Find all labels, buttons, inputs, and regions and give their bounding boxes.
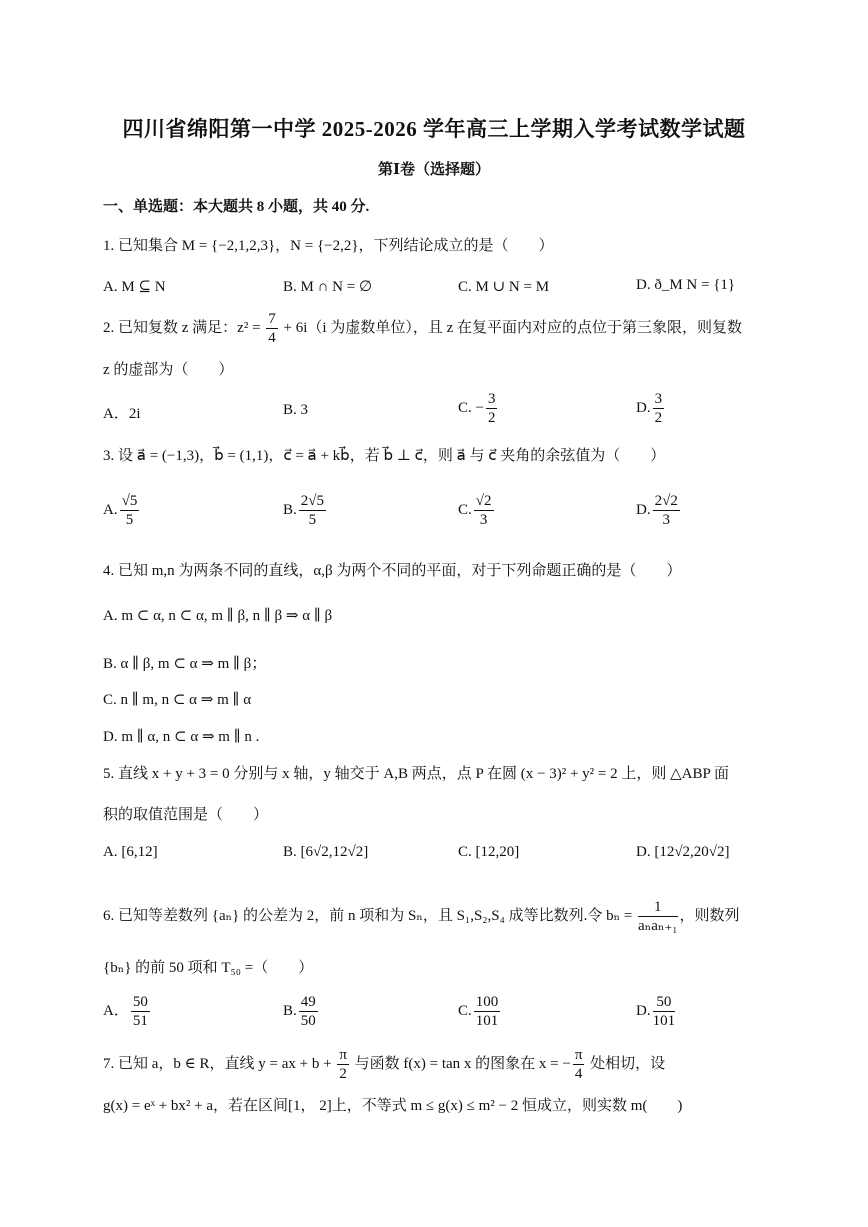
q6-c-numerator: 100 (475, 994, 499, 1010)
q3-d-numerator: 2√2 (654, 493, 678, 509)
q6-option-b-prefix: B. (283, 1002, 297, 1019)
q3-d-denominator: 3 (662, 512, 670, 528)
q2-c-numerator: 3 (487, 391, 496, 407)
q5-option-a: A. [6,12] (103, 844, 158, 860)
q6-option-b-fraction (299, 993, 318, 1030)
q2-option-d-fraction (653, 390, 665, 427)
q2-frac-numerator: 7 (268, 311, 276, 327)
q2-option-d-prefix: D. (636, 399, 651, 416)
question-3-stem: 3. 设 a⃗ = (−1,3)，b⃗ = (1,1)，c⃗ = a⃗ + kb⃗，若 b⃗ ⊥ c⃗，则 a⃗ 与 c⃗ 夹角的余弦值为（ ） (103, 448, 666, 464)
q6-b-numerator: 49 (300, 994, 316, 1010)
q5-option-c: C. [12,20] (458, 844, 520, 860)
q7-frac1-numerator: π (339, 1047, 347, 1063)
q3-option-a (103, 492, 141, 529)
q3-a-numerator: √5 (121, 493, 138, 509)
q3-option-b-prefix: B. (283, 501, 297, 518)
q4-option-d: D. m ∥ α, n ⊂ α ⇒ m ∥ n . (103, 729, 260, 745)
q2-d-numerator: 3 (654, 391, 663, 407)
q2-fraction (266, 310, 278, 347)
q7-frac1-denominator: 2 (339, 1066, 347, 1082)
q2-option-c (458, 390, 499, 427)
q6-d-denominator: 101 (652, 1013, 676, 1029)
q2-option-c-fraction (486, 390, 498, 427)
exam-title: 四川省绵阳第一中学 2025-2026 学年高三上学期入学考试数学试题 (122, 117, 746, 141)
question-7-stem (103, 1046, 665, 1083)
q3-option-c-fraction (474, 492, 494, 529)
q3-a-denominator: 5 (125, 512, 134, 528)
q4-option-b: B. α ∥ β, m ⊂ α ⇒ m ∥ β； (103, 656, 267, 672)
q6-option-c-prefix: C. (458, 1002, 472, 1019)
q7-fraction-2 (573, 1046, 585, 1083)
q5-option-b: B. [6√2,12√2] (283, 844, 369, 860)
q6-fraction (638, 898, 677, 935)
q3-option-d-prefix: D. (636, 501, 651, 518)
q3-option-c-prefix: C. (458, 501, 472, 518)
q1-option-b: B. M ∩ N = ∅ (283, 279, 373, 295)
q4-option-c: C. n ∥ m, n ⊂ α ⇒ m ∥ α (103, 692, 252, 708)
q6-a-denominator: 51 (132, 1013, 148, 1029)
q6-a-numerator: 50 (132, 994, 148, 1010)
q6-option-a-fraction (131, 993, 150, 1030)
q3-option-a-prefix: A. (103, 501, 118, 518)
q2-option-d (636, 390, 666, 427)
question-2-stem-line2: z 的虚部为（ ） (103, 362, 234, 378)
q6-option-b (283, 993, 320, 1030)
q7-frac2-numerator: π (574, 1047, 583, 1063)
q6-option-a (103, 993, 152, 1030)
question-5-stem-line2: 积的取值范围是（ ） (103, 807, 269, 823)
q6-option-c (458, 993, 502, 1030)
q6-stem-part-b: ，则数列 (679, 907, 740, 924)
q7-stem-part-c: 处相切，设 (586, 1055, 666, 1072)
q6-option-d (636, 993, 677, 1030)
q6-d-numerator: 50 (653, 993, 676, 1012)
q1-option-a: A. M ⊆ N (103, 279, 166, 295)
q6-option-c-fraction (474, 993, 501, 1030)
question-6-stem-line2: {bₙ} 的前 50 项和 T₅₀ =（ ） (103, 960, 314, 976)
q3-b-numerator: 2√5 (300, 493, 324, 509)
q2-frac-denominator: 4 (268, 330, 276, 346)
q6-option-a-prefix: A． (103, 1002, 129, 1019)
q5-option-d: D. [12√2,20√2] (636, 844, 730, 860)
section-heading: 一、单选题：本大题共 8 小题，共 40 分. (103, 199, 370, 215)
q7-fraction-1 (337, 1046, 349, 1083)
q6-frac-numerator: 1 (638, 898, 677, 917)
q3-option-b (283, 492, 328, 529)
q7-stem-part-a: 7. 已知 a，b ∈ R，直线 y = ax + b + (103, 1055, 336, 1072)
q3-option-b-fraction (299, 492, 326, 529)
question-5-stem: 5. 直线 x + y + 3 = 0 分别与 x 轴，y 轴交于 A,B 两点，点 P 在圆 (x − 3)² + y² = 2 上，则 △ABP 面 (103, 766, 730, 782)
q1-option-d: D. ð_M N = {1} (636, 277, 736, 293)
q7-frac2-denominator: 4 (574, 1066, 583, 1082)
q3-c-denominator: 3 (479, 512, 488, 528)
q3-b-denominator: 5 (308, 512, 317, 528)
q6-option-d-fraction (653, 993, 676, 1030)
q2-option-a: A．2i (103, 406, 141, 422)
q3-option-d-fraction (653, 492, 680, 529)
paper-part-label: 第Ⅰ卷（选择题） (377, 162, 491, 178)
q2-d-denominator: 2 (654, 410, 663, 426)
question-7-stem-line2: g(x) = eˣ + bx² + a，若在区间[1， 2]上，不等式 m ≤ g(x) ≤ m² − 2 恒成立，则实数 m( ) (103, 1098, 683, 1114)
q2-c-denominator: 2 (487, 410, 496, 426)
q6-stem-part-a: 6. 已知等差数列 {aₙ} 的公差为 2，前 n 项和为 Sₙ，且 S₁,S₂,S₄ 成等比数列.令 bₙ = (103, 907, 637, 924)
q7-stem-part-b: 与函数 f(x) = tan x 的图象在 x = − (350, 1055, 571, 1072)
q3-c-numerator: √2 (475, 493, 492, 509)
q6-option-d-prefix: D. (636, 1002, 651, 1019)
q3-option-c (458, 492, 496, 529)
q4-option-a: A. m ⊂ α, n ⊂ α, m ∥ β, n ∥ β ⇒ α ∥ β (103, 608, 333, 624)
question-2-stem (103, 310, 742, 347)
q3-option-d (636, 492, 682, 529)
question-4-stem: 4. 已知 m,n 为两条不同的直线，α,β 为两个不同的平面，对于下列命题正确的是（ ） (103, 563, 682, 579)
q1-option-c: C. M ∪ N = M (458, 279, 550, 295)
q2-option-c-prefix: C. − (458, 399, 484, 416)
question-1-stem: 1. 已知集合 M = {−2,1,2,3}，N = {−2,2}，下列结论成立的是（ ） (103, 238, 554, 254)
q6-b-denominator: 50 (300, 1013, 316, 1029)
q2-stem-part-a: 2. 已知复数 z 满足：z² = (103, 319, 265, 336)
q2-option-b: B. 3 (283, 402, 309, 418)
q6-frac-denominator: aₙaₙ₊₁ (638, 918, 678, 934)
q3-option-a-fraction (120, 492, 140, 529)
question-6-stem (103, 898, 740, 935)
q6-c-denominator: 101 (475, 1013, 499, 1029)
q2-stem-part-b: + 6i（i 为虚数单位），且 z 在复平面内对应的点位于第三象限，则复数 (279, 319, 742, 336)
